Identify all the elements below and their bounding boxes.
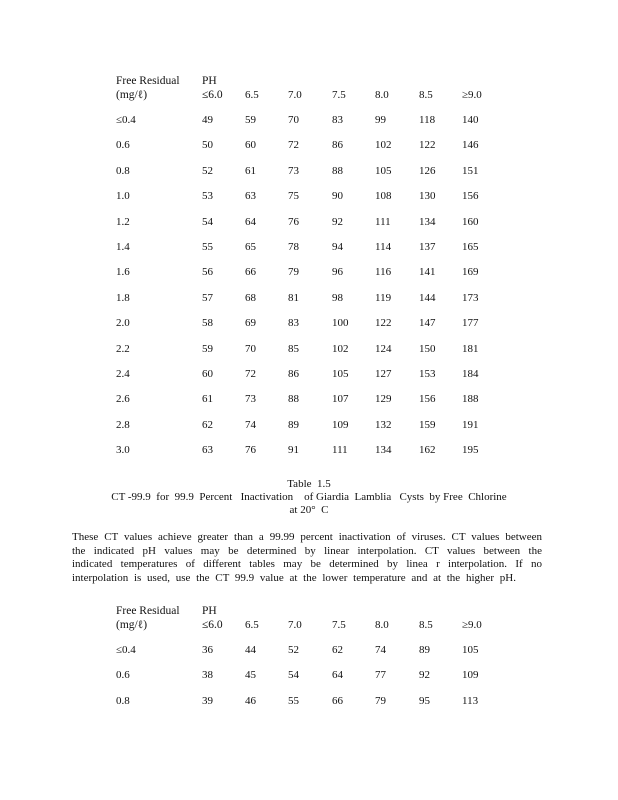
ct-value-cell: 75 xyxy=(288,190,299,203)
table-row xyxy=(0,316,618,330)
ct-value-cell: 85 xyxy=(288,342,299,355)
table-row xyxy=(0,138,618,152)
ct-value-cell: 130 xyxy=(419,190,436,203)
ct-value-cell: 173 xyxy=(462,291,479,304)
ct-value-cell: 92 xyxy=(419,669,430,682)
table-title: CT -99.9 for 99.9 Percent Inactivation of Giardia Lamblia Cysts by Free Chlorine xyxy=(111,491,507,503)
table-row xyxy=(0,189,618,203)
ct-value-cell: 60 xyxy=(202,368,213,380)
table-row xyxy=(0,668,618,682)
ct-value-cell: 88 xyxy=(288,393,299,406)
ct-value-cell: 83 xyxy=(332,114,343,126)
ct-value-cell: 52 xyxy=(202,164,213,177)
ct-value-cell: 50 xyxy=(202,139,213,152)
residual-cell: ≤0.4 xyxy=(116,114,136,126)
ct-value-cell: 49 xyxy=(202,114,213,126)
table-header xyxy=(0,74,618,101)
ct-value-cell: 129 xyxy=(375,393,392,406)
table-temperature: at 20° C xyxy=(289,504,329,516)
ph-header-3: 7.5 xyxy=(332,89,346,101)
ct-value-cell: 66 xyxy=(245,266,256,279)
ph-header-4: 8.0 xyxy=(375,619,389,631)
ct-value-cell: 44 xyxy=(245,644,256,656)
ct-value-cell: 52 xyxy=(288,644,299,656)
ct-value-cell: 181 xyxy=(462,342,479,355)
ct-value-cell: 102 xyxy=(332,342,349,355)
col-header-ph: PH xyxy=(202,605,217,617)
ct-value-cell: 184 xyxy=(462,368,479,380)
ct-value-cell: 78 xyxy=(288,241,299,253)
ct-value-cell: 46 xyxy=(245,694,256,707)
table-row xyxy=(0,392,618,406)
ct-value-cell: 124 xyxy=(375,342,392,355)
ct-value-cell: 76 xyxy=(288,215,299,228)
ct-value-cell: 54 xyxy=(288,669,299,682)
ct-value-cell: 150 xyxy=(419,342,436,355)
ct-value-cell: 109 xyxy=(462,669,479,682)
ct-value-cell: 83 xyxy=(288,317,299,330)
ct-value-cell: 195 xyxy=(462,444,479,457)
ct-value-cell: 111 xyxy=(375,215,391,228)
residual-cell: ≤0.4 xyxy=(116,644,136,656)
residual-cell: 2.2 xyxy=(116,342,130,355)
ct-value-cell: 137 xyxy=(419,241,436,253)
col-header-ph: PH xyxy=(202,75,217,87)
ct-value-cell: 114 xyxy=(375,241,392,253)
ct-value-cell: 60 xyxy=(245,139,256,152)
ct-value-cell: 162 xyxy=(419,444,436,457)
ct-value-cell: 92 xyxy=(332,215,343,228)
ct-value-cell: 74 xyxy=(375,644,386,656)
table-row xyxy=(0,265,618,279)
ct-value-cell: 91 xyxy=(288,444,299,457)
ph-header-4: 8.0 xyxy=(375,89,389,101)
ct-value-cell: 122 xyxy=(419,139,436,152)
ct-value-cell: 105 xyxy=(375,164,392,177)
residual-cell: 1.4 xyxy=(116,241,130,253)
ct-value-cell: 55 xyxy=(288,694,299,707)
ct-value-cell: 191 xyxy=(462,418,479,431)
ct-value-cell: 61 xyxy=(245,164,256,177)
ct-value-cell: 156 xyxy=(462,190,479,203)
table-row xyxy=(0,694,618,708)
table-row xyxy=(0,418,618,432)
ct-value-cell: 94 xyxy=(332,241,343,253)
ct-value-cell: 134 xyxy=(419,215,436,228)
ct-value-cell: 55 xyxy=(202,241,213,253)
residual-cell: 2.8 xyxy=(116,418,130,431)
ct-value-cell: 66 xyxy=(332,694,343,707)
residual-cell: 1.0 xyxy=(116,190,130,203)
ct-value-cell: 59 xyxy=(202,342,213,355)
ct-value-cell: 86 xyxy=(332,139,343,152)
ph-header-2: 7.0 xyxy=(288,89,302,101)
ct-value-cell: 140 xyxy=(462,114,479,126)
table-row xyxy=(0,164,618,178)
ct-value-cell: 147 xyxy=(419,317,436,330)
ct-value-cell: 81 xyxy=(288,291,299,304)
ct-value-cell: 105 xyxy=(462,644,479,656)
ct-value-cell: 111 xyxy=(332,444,348,457)
ct-value-cell: 88 xyxy=(332,164,343,177)
ph-header-6: ≥9.0 xyxy=(462,619,482,631)
table-row xyxy=(0,215,618,229)
table-row xyxy=(0,367,618,381)
residual-cell: 1.2 xyxy=(116,215,130,228)
ct-value-cell: 159 xyxy=(419,418,436,431)
ct-value-cell: 56 xyxy=(202,266,213,279)
ct-value-cell: 70 xyxy=(288,114,299,126)
ct-value-cell: 74 xyxy=(245,418,256,431)
ct-value-cell: 134 xyxy=(375,444,392,457)
ct-value-cell: 90 xyxy=(332,190,343,203)
ct-value-cell: 45 xyxy=(245,669,256,682)
table-header xyxy=(0,604,618,631)
residual-cell: 0.6 xyxy=(116,669,130,682)
ct-value-cell: 113 xyxy=(462,694,479,707)
ct-value-cell: 77 xyxy=(375,669,386,682)
table-row xyxy=(0,643,618,657)
ph-header-0: ≤6.0 xyxy=(202,619,223,631)
ct-value-cell: 102 xyxy=(375,139,392,152)
ct-value-cell: 73 xyxy=(288,164,299,177)
ct-value-cell: 95 xyxy=(419,694,430,707)
ct-value-cell: 89 xyxy=(288,418,299,431)
ct-value-cell: 141 xyxy=(419,266,436,279)
ct-value-cell: 39 xyxy=(202,694,213,707)
col-header-free-residual: Free Residual xyxy=(116,605,180,617)
ct-value-cell: 177 xyxy=(462,317,479,330)
ct-value-cell: 153 xyxy=(419,368,436,380)
ct-value-cell: 69 xyxy=(245,317,256,330)
ph-header-3: 7.5 xyxy=(332,619,346,631)
ct-value-cell: 144 xyxy=(419,291,436,304)
explanatory-note: These CT values achieve greater than a 99.99 percent inactivation of viruses. CT values between the indicated pH values may be determined by linear interpolation. CT values between the indicated temperatures of different tables may be determined by linea r interpolation. If no interpolation is used, use the CT 99.9 value at the lower temperature and at the higher pH. xyxy=(72,531,542,584)
ct-value-cell: 58 xyxy=(202,317,213,330)
ct-value-cell: 169 xyxy=(462,266,479,279)
ct-value-cell: 89 xyxy=(419,644,430,656)
residual-cell: 1.8 xyxy=(116,291,130,304)
ct-value-cell: 100 xyxy=(332,317,349,330)
col-header-units: (mg/ℓ) xyxy=(116,89,148,101)
table-row xyxy=(0,342,618,356)
table-row xyxy=(0,443,618,457)
residual-cell: 0.8 xyxy=(116,694,130,707)
ph-header-6: ≥9.0 xyxy=(462,89,482,101)
ct-value-cell: 109 xyxy=(332,418,349,431)
ph-header-0: ≤6.0 xyxy=(202,89,223,101)
ph-header-1: 6.5 xyxy=(245,619,259,631)
table-row xyxy=(0,240,618,254)
residual-cell: 1.6 xyxy=(116,266,130,279)
ct-value-cell: 70 xyxy=(245,342,256,355)
residual-cell: 2.0 xyxy=(116,317,130,330)
ct-value-cell: 165 xyxy=(462,241,479,253)
residual-cell: 0.8 xyxy=(116,164,130,177)
ct-value-cell: 99 xyxy=(375,114,386,126)
table-row xyxy=(0,291,618,305)
ct-value-cell: 36 xyxy=(202,644,213,656)
ct-value-cell: 57 xyxy=(202,291,213,304)
residual-cell: 2.4 xyxy=(116,368,130,380)
residual-cell: 3.0 xyxy=(116,444,130,457)
ct-value-cell: 151 xyxy=(462,164,479,177)
ct-value-cell: 54 xyxy=(202,215,213,228)
ct-value-cell: 76 xyxy=(245,444,256,457)
ct-value-cell: 62 xyxy=(202,418,213,431)
ct-value-cell: 72 xyxy=(245,368,256,380)
ph-header-5: 8.5 xyxy=(419,89,433,101)
ct-value-cell: 156 xyxy=(419,393,436,406)
ct-value-cell: 38 xyxy=(202,669,213,682)
ct-value-cell: 122 xyxy=(375,317,392,330)
ct-value-cell: 79 xyxy=(288,266,299,279)
ct-value-cell: 63 xyxy=(202,444,213,457)
ct-value-cell: 105 xyxy=(332,368,349,380)
table-caption xyxy=(0,478,618,517)
col-header-free-residual: Free Residual xyxy=(116,75,180,87)
ct-value-cell: 64 xyxy=(245,215,256,228)
ct-value-cell: 72 xyxy=(288,139,299,152)
col-header-units: (mg/ℓ) xyxy=(116,619,148,631)
ct-value-cell: 118 xyxy=(419,114,436,126)
ct-value-cell: 108 xyxy=(375,190,392,203)
ct-value-cell: 126 xyxy=(419,164,436,177)
ph-header-5: 8.5 xyxy=(419,619,433,631)
ct-value-cell: 79 xyxy=(375,694,386,707)
residual-cell: 2.6 xyxy=(116,393,130,406)
ct-value-cell: 65 xyxy=(245,241,256,253)
ct-value-cell: 73 xyxy=(245,393,256,406)
ct-value-cell: 98 xyxy=(332,291,343,304)
ct-value-cell: 146 xyxy=(462,139,479,152)
ct-value-cell: 188 xyxy=(462,393,479,406)
ct-value-cell: 107 xyxy=(332,393,349,406)
ct-value-cell: 53 xyxy=(202,190,213,203)
ct-value-cell: 64 xyxy=(332,669,343,682)
ct-value-cell: 61 xyxy=(202,393,213,406)
ct-value-cell: 119 xyxy=(375,291,392,304)
ct-value-cell: 86 xyxy=(288,368,299,380)
table-row xyxy=(0,113,618,127)
ct-value-cell: 116 xyxy=(375,266,392,279)
ph-header-1: 6.5 xyxy=(245,89,259,101)
ct-value-cell: 132 xyxy=(375,418,392,431)
residual-cell: 0.6 xyxy=(116,139,130,152)
ct-value-cell: 63 xyxy=(245,190,256,203)
ph-header-2: 7.0 xyxy=(288,619,302,631)
ct-value-cell: 59 xyxy=(245,114,256,126)
ct-value-cell: 160 xyxy=(462,215,479,228)
table-number: Table 1.5 xyxy=(287,478,331,490)
ct-value-cell: 96 xyxy=(332,266,343,279)
ct-value-cell: 127 xyxy=(375,368,392,380)
ct-value-cell: 62 xyxy=(332,644,343,656)
ct-value-cell: 68 xyxy=(245,291,256,304)
